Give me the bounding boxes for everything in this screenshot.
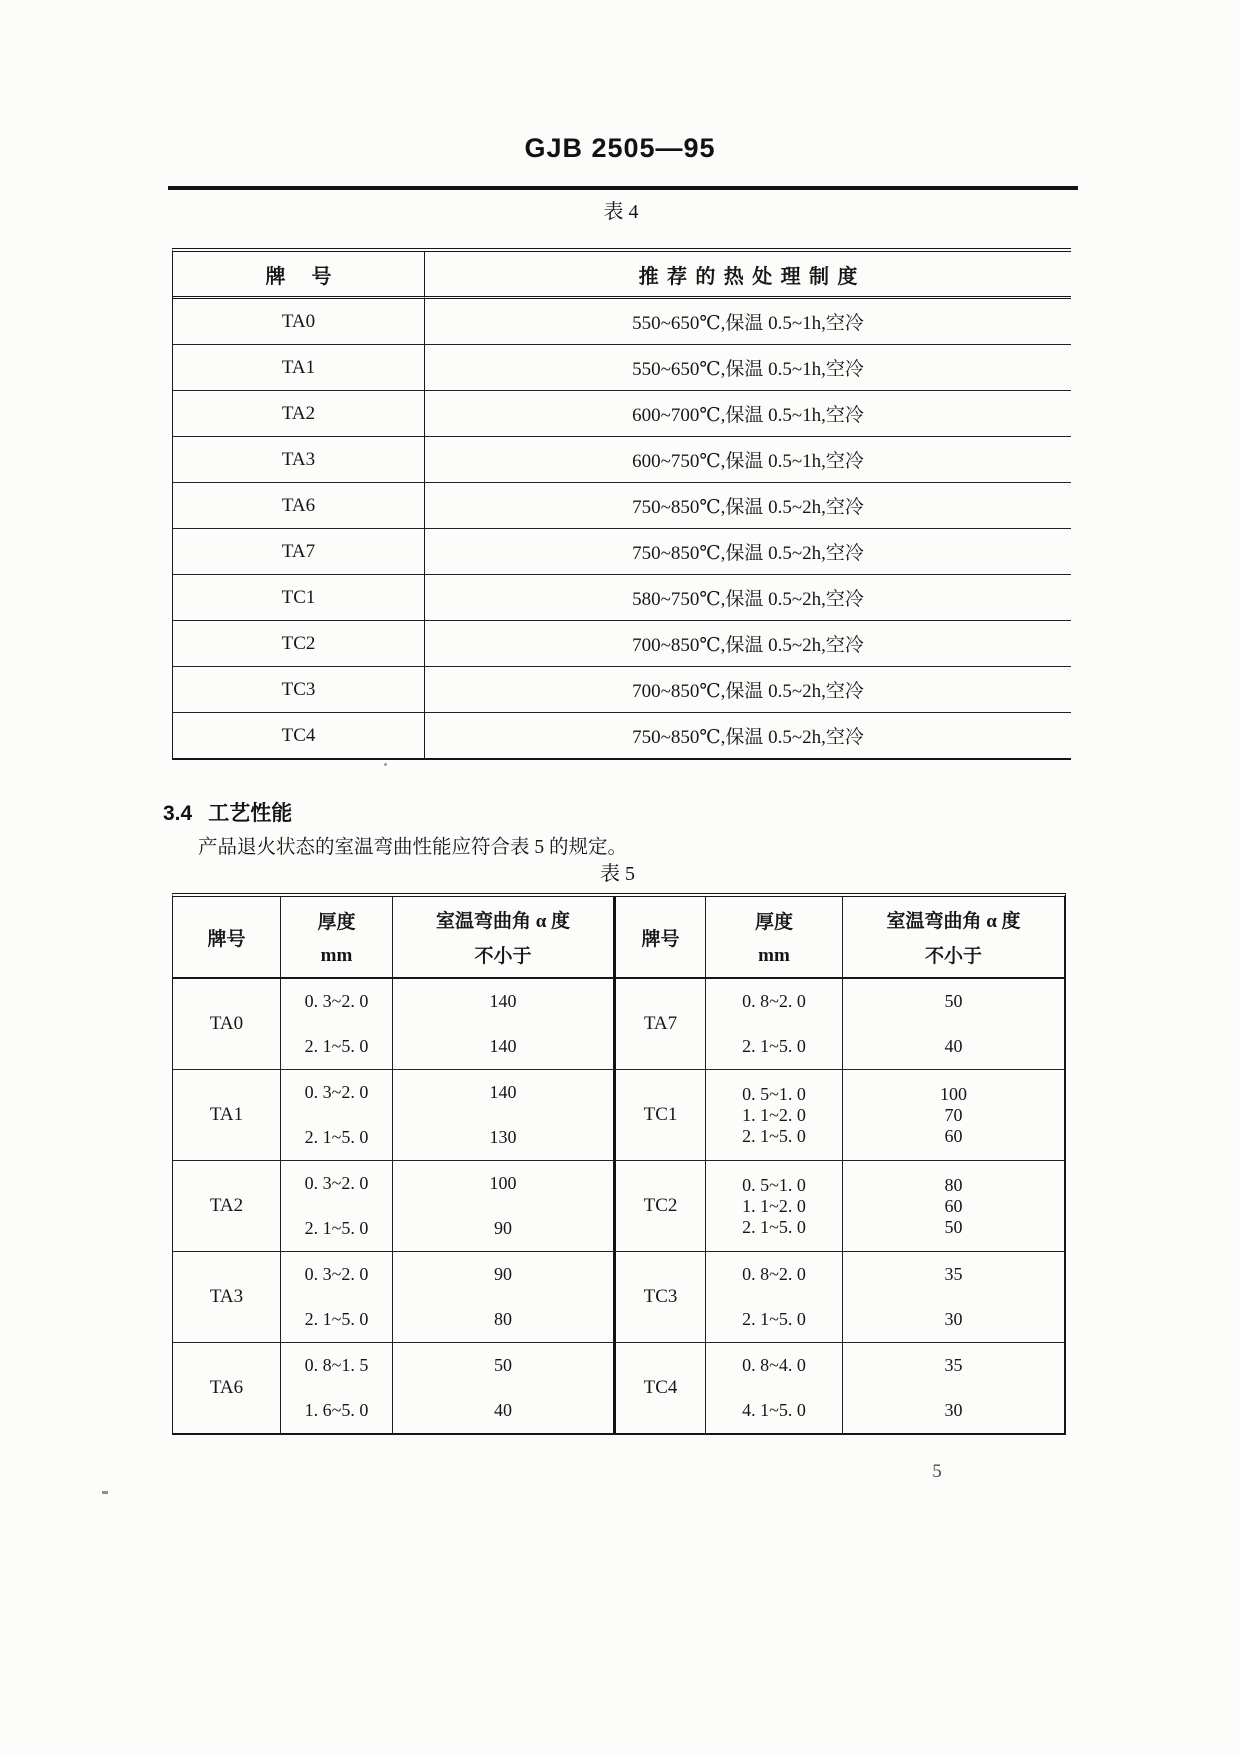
bend-angle-cell (843, 1343, 1064, 1433)
thickness-value: 1. 1~2. 0 (742, 1195, 806, 1216)
bend-angle-cell (393, 1161, 616, 1252)
thickness-value: 0. 3~2. 0 (304, 1173, 369, 1193)
bend-angle-value: 80 (944, 1174, 963, 1195)
table5-header-grade-left: 牌号 (173, 897, 281, 979)
table5-grade-cell: TA2 (173, 1161, 281, 1252)
table4-grade-cell: TA6 (173, 482, 425, 528)
bend-angle-cell (843, 979, 1064, 1070)
table4-regime-cell: 600~750℃,保温 0.5~1h,空冷 (425, 436, 1071, 482)
bend-angle-value: 60 (944, 1125, 963, 1146)
bend-angle-value: 35 (944, 1264, 963, 1284)
table4-grade-cell: TA7 (173, 528, 425, 574)
table5-caption: 表 5 (600, 863, 635, 885)
table4-regime-cell: 580~750℃,保温 0.5~2h,空冷 (425, 574, 1071, 620)
thickness-cell (706, 979, 843, 1070)
thickness-cell (706, 1070, 843, 1161)
thickness-cell (281, 1070, 393, 1161)
bend-angle-value: 40 (494, 1400, 512, 1420)
bend-angle-cell (393, 1343, 616, 1433)
thickness-value: 4. 1~5. 0 (742, 1400, 806, 1420)
table4-regime-cell: 600~700℃,保温 0.5~1h,空冷 (425, 390, 1071, 436)
thickness-cell (706, 1343, 843, 1433)
table5-grade-cell: TA1 (173, 1070, 281, 1161)
thickness-value: 0. 8~2. 0 (742, 1264, 806, 1284)
bend-angle-value: 100 (489, 1173, 517, 1193)
table5-header-angle-right: 室温弯曲角 α 度 不小于 (843, 897, 1064, 979)
thickness-cell (706, 1161, 843, 1252)
table4-regime-cell: 550~650℃,保温 0.5~1h,空冷 (632, 313, 864, 334)
scan-dash-mark (102, 1491, 108, 1494)
bend-angle-cell (843, 1161, 1064, 1252)
bend-angle-value: 80 (494, 1309, 512, 1329)
table4-regime-cell: 550~650℃,保温 0.5~1h,空冷 (425, 344, 1071, 390)
thickness-cell (281, 1343, 393, 1433)
table4-caption: 表 4 (603, 201, 639, 223)
bend-angle-cell (843, 1252, 1064, 1343)
thickness-value: 0. 8~2. 0 (742, 991, 806, 1011)
table4-grade-cell: TA2 (173, 390, 425, 436)
bend-angle-value: 60 (944, 1195, 963, 1216)
table4-regime-cell: 700~850℃,保温 0.5~2h,空冷 (425, 620, 1071, 666)
table4-regime-cell: 750~850℃,保温 0.5~2h,空冷 (425, 482, 1071, 528)
bend-angle-cell (393, 979, 616, 1070)
thickness-cell (281, 979, 393, 1070)
bend-angle-value: 50 (944, 1216, 963, 1237)
thickness-value: 0. 5~1. 0 (742, 1174, 806, 1195)
table5-grade-cell: TA0 (173, 979, 281, 1070)
table5-grade-cell: TC1 (616, 1070, 706, 1161)
bend-angle-cell (393, 1070, 616, 1161)
table5-grade-cell: TA6 (173, 1343, 281, 1433)
bend-angle-cell (393, 1252, 616, 1343)
thickness-value: 2. 1~5. 0 (304, 1036, 369, 1056)
scan-speck (384, 763, 387, 766)
bend-angle-value: 40 (944, 1036, 963, 1056)
thickness-value: 1. 6~5. 0 (304, 1400, 369, 1420)
thickness-value: 2. 1~5. 0 (742, 1309, 806, 1329)
table4-grade-cell: TC3 (173, 666, 425, 712)
bend-angle-value: 70 (944, 1104, 963, 1125)
bend-angle-value: 90 (494, 1264, 512, 1284)
thickness-value: 0. 3~2. 0 (304, 991, 369, 1011)
bend-angle-value: 30 (944, 1400, 963, 1420)
table4-grade-cell: TC1 (173, 574, 425, 620)
bend-angle-value: 130 (489, 1127, 517, 1147)
table5-header-thickness-right: 厚度 mm (706, 897, 843, 979)
table4-grade-cell: TC2 (173, 620, 425, 666)
thickness-value: 2. 1~5. 0 (304, 1127, 369, 1147)
thickness-cell (281, 1252, 393, 1343)
table4-grade-cell: TC4 (173, 712, 425, 758)
table5-header-grade-right: 牌号 (616, 897, 706, 979)
section-paragraph: 产品退火状态的室温弯曲性能应符合表 5 的规定。 (198, 837, 628, 858)
table5-header-angle-left: 室温弯曲角 α 度 不小于 (393, 897, 616, 979)
thickness-cell (281, 1161, 393, 1252)
bend-angle-value: 35 (944, 1355, 963, 1375)
table5-grade-cell: TA3 (173, 1252, 281, 1343)
bend-angle-value: 140 (489, 1082, 517, 1102)
bend-angle-value: 140 (489, 991, 517, 1011)
thickness-value: 0. 8~4. 0 (742, 1355, 806, 1375)
thickness-value: 0. 8~1. 5 (304, 1355, 369, 1375)
table4-regime-cell: 750~850℃,保温 0.5~2h,空冷 (425, 712, 1071, 758)
thickness-value: 2. 1~5. 0 (742, 1125, 806, 1146)
table5-grade-cell: TC4 (616, 1343, 706, 1433)
table4 (172, 248, 1071, 760)
table4-regime-cell: 700~850℃,保温 0.5~2h,空冷 (425, 666, 1071, 712)
header-rule (168, 186, 1078, 190)
thickness-value: 0. 3~2. 0 (304, 1264, 369, 1284)
thickness-value: 2. 1~5. 0 (304, 1309, 369, 1329)
thickness-value: 2. 1~5. 0 (742, 1216, 806, 1237)
bend-angle-value: 140 (489, 1036, 517, 1056)
bend-angle-value: 30 (944, 1309, 963, 1329)
bend-angle-value: 100 (940, 1083, 967, 1104)
table4-grade-cell: TA3 (173, 436, 425, 482)
section-title: 工艺性能 (208, 802, 293, 825)
bend-angle-value: 50 (944, 991, 963, 1011)
table4-grade-cell: TA1 (173, 344, 425, 390)
thickness-value: 1. 1~2. 0 (742, 1104, 806, 1125)
bend-angle-value: 90 (494, 1218, 512, 1238)
table4-header-grade: 牌号 (173, 252, 425, 299)
bend-angle-value: 50 (494, 1355, 512, 1375)
table5-grade-cell: TC2 (616, 1161, 706, 1252)
section-number: 3.4 (163, 802, 193, 825)
table4-regime-cell: 750~850℃,保温 0.5~2h,空冷 (425, 528, 1071, 574)
table5-header-thickness-left: 厚度 mm (281, 897, 393, 979)
thickness-value: 2. 1~5. 0 (304, 1218, 369, 1238)
page-number: 5 (932, 1461, 942, 1482)
table4-grade-cell: TA0 (173, 299, 425, 344)
table5-grade-cell: TC3 (616, 1252, 706, 1343)
thickness-value: 2. 1~5. 0 (742, 1036, 806, 1056)
table4-header-regime: 推荐的热处理制度 (425, 252, 1071, 299)
bend-angle-cell (843, 1070, 1064, 1161)
thickness-value: 0. 3~2. 0 (304, 1082, 369, 1102)
document-code: GJB 2505—95 (524, 133, 716, 163)
table5-grade-cell: TA7 (616, 979, 706, 1070)
thickness-cell (706, 1252, 843, 1343)
thickness-value: 0. 5~1. 0 (742, 1083, 806, 1104)
table5 (172, 893, 1066, 1435)
section-heading (163, 797, 292, 827)
